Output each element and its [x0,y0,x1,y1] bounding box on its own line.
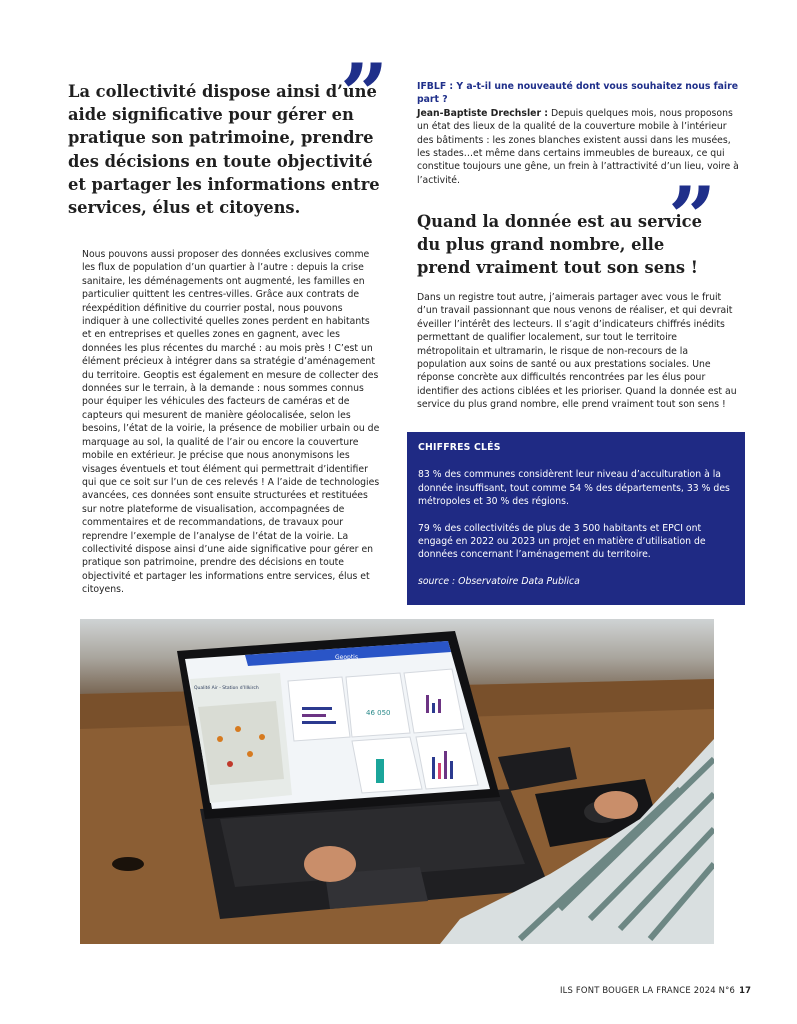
body-column-left: Nous pouvons aussi proposer des données exclusives comme les flux de population d’un quartier à l’autre : depuis la crise sanitaire, les déménagements ont augmenté, les familles en particulier quittent les centres-villes. Grâce aux contrats de réexpédition définitive du courrier postal, nous pouvons indiquer à une collectivité quelles zones perdent en habitants et en entreprises et quelles zones en gagnent, avec les données les plus récentes du marché : au mois près ! C’est un élément précieux à intégrer dans sa stratégie d’aménagement du territoire. Geoptis est également en mesure de collecter des données sur le terrain, à la demande : nous sommes connus pour équiper les véhicules des facteurs de caméras et de capteurs qui mesurent de manière géolocalisée, selon les besoins, l’état de la voirie, la présence de mobilier urbain ou de marquage au sol, la qualité de l’air ou encore la couverture mobile en extérieur. Je précise que nous anonymisons les visages éventuels et tout élément qui permettrait d’identifier qui que ce soit sur l’un de ces relevés ! A l’aide de technologies avancées, ces données sont ensuite structurées et restituées sur notre plateforme de visualisation, accompagnées de commentaires et de recommandations, de travaux pour reprendre l’exemple de l’analyse de l’état de la voirie. La collectivité dispose ainsi d’une aide significative pour gérer en pratique son patrimoine, prendre des décisions en toute objectivité et partager les informations entre services, élus et citoyens. [82,249,380,596]
key-figure-2: 79 % des collectivités de plus de 3 500 habitants et EPCI ont engagé en 2022 ou 2023 un projet en matière d’utilisation de données concernant l’aménagement du territoire. [418,522,706,561]
page-number: 17 [739,985,752,995]
pull-quote-left: La collectivité dispose ainsi d’une aide significative pour gérer en pratique son patrimoine, prendre des décisions en toute objectivité et partager les informations entre services, élus et citoyens. [68,82,380,218]
key-figures-title: CHIFFRES CLÉS [418,442,501,453]
key-figures-source: source : Observatoire Data Publica [418,575,580,587]
body-column-right: Dans un registre tout autre, j’aimerais partager avec vous le fruit d’un travail passionnant que nous venons de réaliser, et qui devrait éveiller l’intérêt des lecteurs. Il s’agit d’indicateurs chiffrés inédits permettant de qualifier localement, sur tout le territoire métropolitain et ultramarin, le risque de non-recours de la population aux soins de santé ou aux prestations sociales. Une réponse concrète aux difficultés rencontrées par les élus pour identifier des actions ciblées et les prioriser. Quand la donnée est au service du plus grand nombre, elle prend vraiment tout son sens ! [417,292,737,411]
screen-value: 46 050 [366,709,391,717]
key-figures-box [407,432,745,605]
quote-mark-icon: ” [340,45,389,144]
interview-question: IFBLF : Y a-t-il une nouveauté dont vous souhaitez nous faire part ? [417,81,739,106]
interview-answer: Depuis quelques mois, nous proposons un état des lieux de la qualité de la couverture mobile à l’intérieur des bâtiments : les zones blanches existent aussi dans les musées, les stades…et même dans certains immeubles de bureaux, ce qui constitue toujours une gêne, un frein à l’attractivité d’un lieu, voire à l’activité. [417,107,739,186]
interview-speaker: Jean-Baptiste Drechsler : [417,107,548,119]
key-figure-1: 83 % des communes considèrent leur niveau d’acculturation à la donnée insuffisant, tout comme 54 % des départements, 33 % des métropoles et 30 % des régions. [418,469,730,508]
screen-brand: Geoptis [335,654,358,661]
laptop-photo [80,619,714,944]
quote-mark-icon: ” [668,168,717,267]
screen-title: Qualité Air - Station d’Illkirch [194,686,259,691]
pull-quote-right: Quand la donnée est au service du plus grand nombre, elle prend vraiment tout son sens ! [417,212,702,278]
page-footer [560,985,751,995]
laptop-photo-illustration [80,619,714,944]
footer-label: ILS FONT BOUGER LA FRANCE 2024 N°6 [560,985,736,995]
